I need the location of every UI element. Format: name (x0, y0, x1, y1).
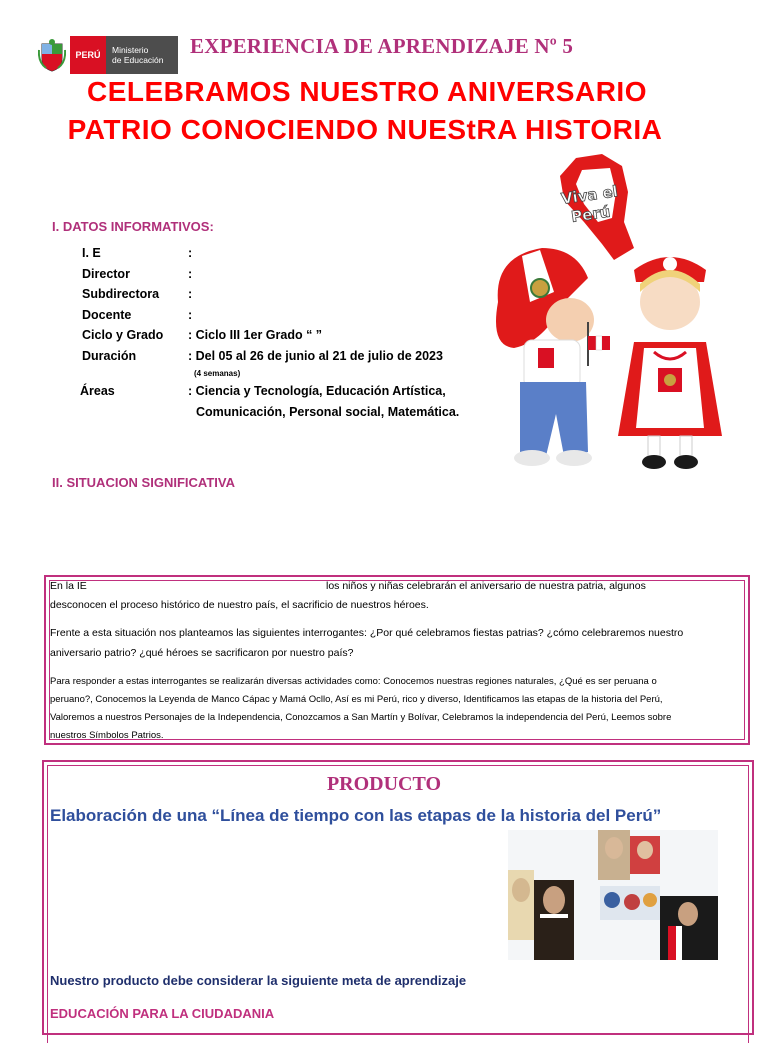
info-value: : Ciclo III 1er Grado “ ” (188, 328, 323, 342)
duration-note: (4 semanas) (194, 369, 241, 378)
producto-title: PRODUCTO (326, 773, 442, 795)
logo-ministry (106, 36, 178, 74)
page-title-line1: CELEBRAMOS NUESTRO ANIVERSARIO (86, 76, 647, 107)
logo-ministry-line2: de Educación (112, 55, 164, 65)
ministry-logo (38, 36, 182, 74)
situacion-p1-a: En la IE (50, 580, 87, 592)
situacion-p2-a: Frente a esta situación nos planteamos las siguientes interrogantes: ¿Por qué celebramos fiestas patrias? ¿cómo celebraremos nuestro (50, 627, 684, 639)
banner-text-peru: Perú (570, 202, 612, 226)
info-label: Ciclo y Grado (82, 328, 164, 342)
areas-continued: Comunicación, Personal social, Matemática. (196, 404, 460, 419)
info-label: Docente (82, 307, 132, 322)
info-value: : (188, 266, 193, 281)
info-label: Director (82, 266, 130, 281)
situacion-p3-d: nuestros Símbolos Patrios. (50, 730, 164, 741)
section-datos-heading: I. DATOS INFORMATIVOS: (52, 219, 214, 234)
peru-history-collage-image (508, 830, 718, 960)
situacion-p3-c: Valoremos a nuestros Personajes de la Independencia, Conozcamos a San Martín y Bolívar, Celebramos la independencia del Perú, Leemos sobre (50, 712, 672, 723)
viva-el-peru-kids-illustration (484, 152, 740, 476)
situacion-p3-b: peruano?, Conocemos la Leyenda de Manco Cápac y Mamá Ocllo, Así es mi Perú, rico y diverso, Identificamos las etapas de la historia del Perú, (50, 694, 663, 705)
info-value: : (188, 307, 193, 322)
logo-ministry-line1: Ministerio (112, 45, 149, 55)
info-label: Duración (82, 348, 137, 363)
educacion-ciudadania-heading: EDUCACIÓN PARA LA CIUDADANIA (50, 1006, 275, 1021)
info-label: Subdirectora (82, 287, 160, 301)
info-value: : (188, 246, 193, 260)
situacion-p1-c: desconocen el proceso histórico de nuestro país, el sacrificio de nuestros héroes. (50, 599, 429, 611)
section-situacion-heading: II. SITUACION SIGNIFICATIVA (52, 475, 235, 490)
info-value: : Del 05 al 26 de junio al 21 de julio de 2023 (188, 348, 443, 363)
producto-subtitle: Elaboración de una “Línea de tiempo con las etapas de la historia del Perú” (50, 806, 662, 825)
logo-country: PERÚ (70, 36, 106, 74)
page-title-line2: PATRIO CONOCIENDO NUEStRA HISTORIA (67, 114, 663, 145)
banner-text-viva: Viva el (560, 182, 619, 208)
coat-of-arms-icon (38, 38, 66, 72)
info-value: : Ciencia y Tecnología, Educación Artística, (188, 384, 446, 398)
situacion-p1-b: los niños y niñas celebrarán el aniversario de nuestra patria, algunos (326, 580, 646, 592)
info-label: Áreas (80, 384, 115, 398)
meta-aprendizaje: Nuestro producto debe considerar la siguiente meta de aprendizaje (50, 973, 467, 988)
situacion-p2-b: aniversario patrio? ¿qué héroes se sacrificaron por nuestro país? (50, 647, 354, 659)
info-value: : (188, 287, 193, 301)
experience-title: EXPERIENCIA DE APRENDIZAJE Nº 5 (190, 34, 574, 58)
info-label: I. E (82, 246, 101, 260)
situacion-p3-a: Para responder a estas interrogantes se realizarán diversas actividades como: Conocemos nuestras regiones naturales, ¿Qué es ser peruana o (50, 676, 657, 687)
